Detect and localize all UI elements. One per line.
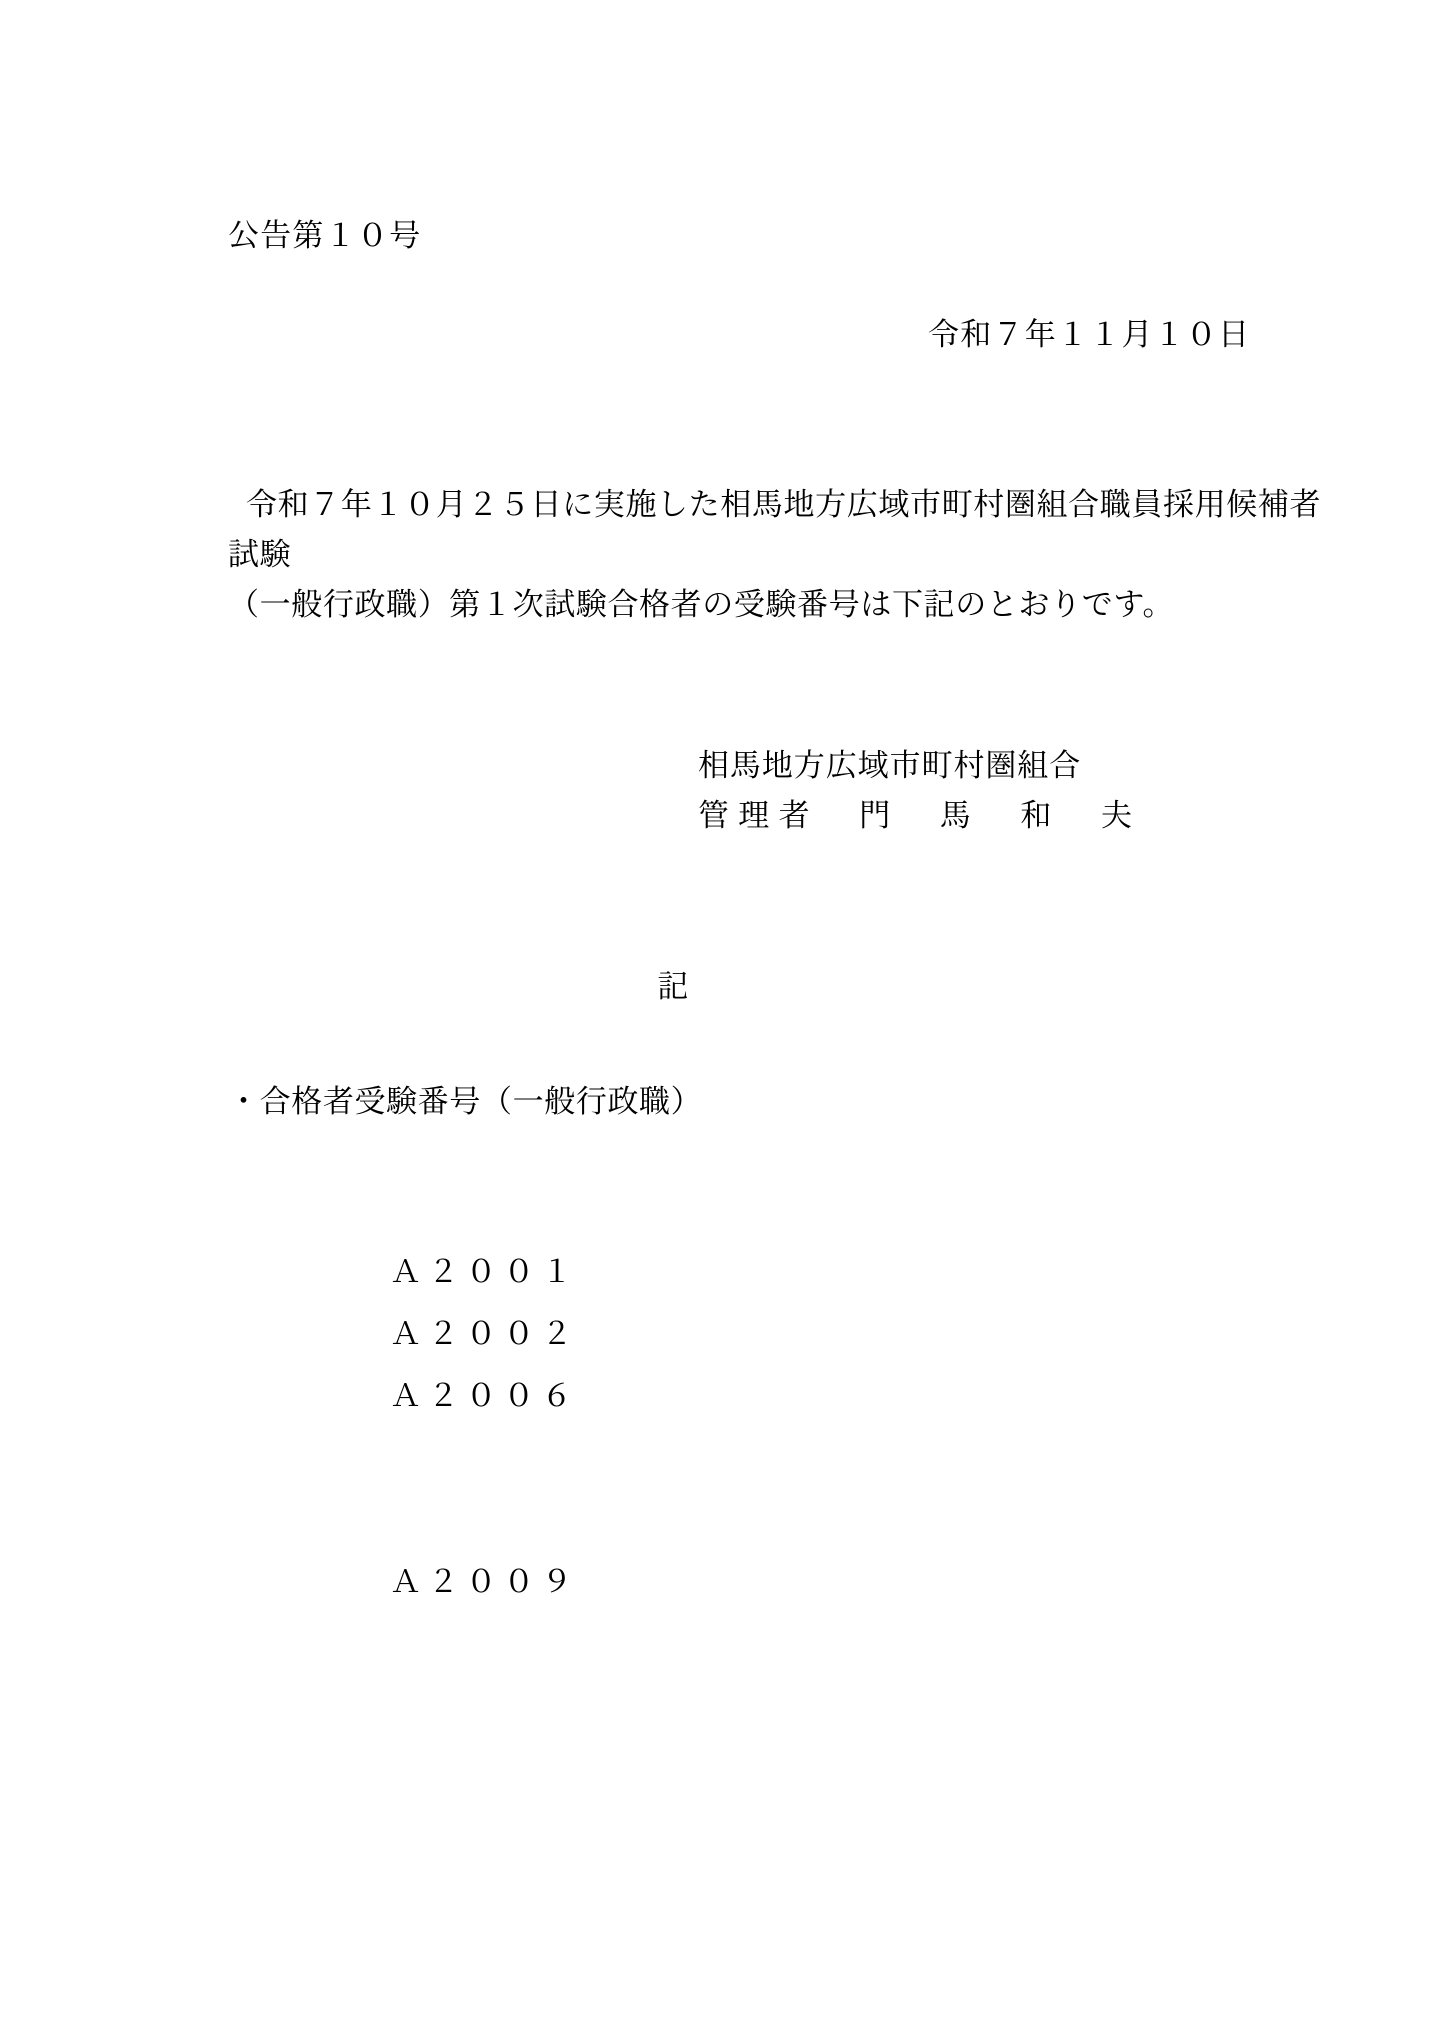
announcement-line-1: 令和７年１０月２５日に実施した相馬地方広域市町村圏組合職員採用候補者試験 (228, 487, 1322, 573)
passer-number: Ａ２００１ (389, 1254, 580, 1290)
issuer-organization: 相馬地方広域市町村圏組合 (698, 747, 1082, 783)
passer-numbers-row (323, 1179, 1348, 1489)
passer-number: Ａ２００９ (389, 1564, 580, 1600)
section-heading-passers: ・合格者受験番号（一般行政職） (228, 1084, 703, 1120)
passer-number: Ａ２００２ (389, 1316, 580, 1352)
passer-numbers-row (323, 1489, 1348, 1675)
announcement-line-2: （一般行政職）第１次試験合格者の受験番号は下記のとおりです。 (228, 587, 1175, 623)
announcement-paragraph (228, 480, 1348, 631)
issue-date: 令和７年１１月１０日 (928, 317, 1251, 352)
document-body (228, 220, 1348, 1675)
issuer-block (228, 741, 1348, 841)
ki-mark: 記 (657, 969, 689, 1005)
passer-number: Ａ２００６ (389, 1378, 580, 1414)
notice-number: 公告第１０号 (228, 218, 422, 253)
issuer-administrator: 管理者 門 馬 和 夫 (698, 797, 1142, 833)
passer-numbers-list (228, 1179, 1348, 1675)
